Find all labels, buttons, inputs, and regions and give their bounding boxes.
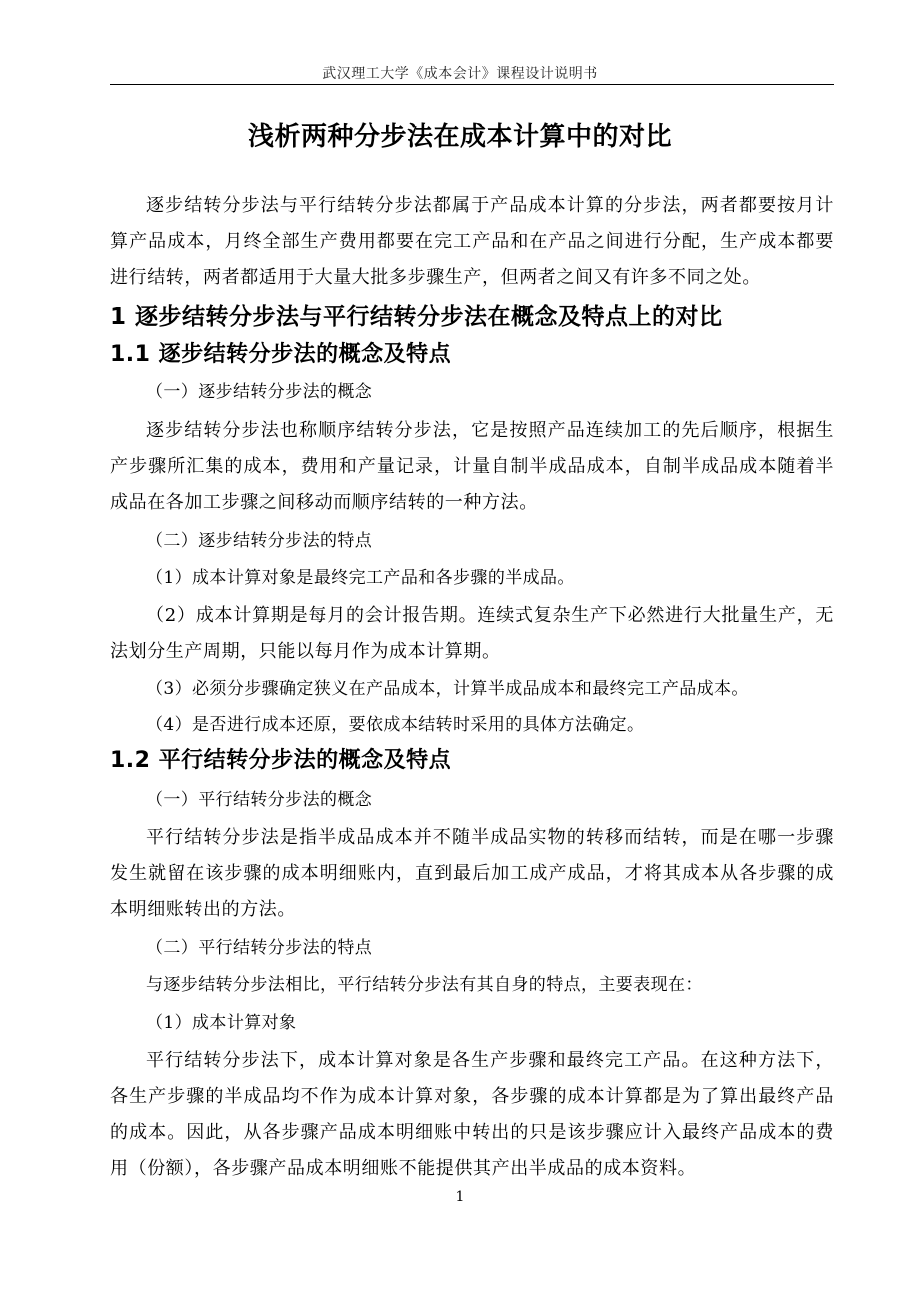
section-1-1-heading: 1.1 逐步结转分步法的概念及特点: [110, 342, 452, 367]
intro-paragraph: 逐步结转分步法与平行结转分步法都属于产品成本计算的分步法，两者都要按月计算产品成本，月终全部生产费用都要在完工产品和在产品之间进行分配，生产成本都要进行结转，两者都适用于大量大批多步骤生产，但两者之间又有许多不同之处。: [110, 195, 834, 288]
section-1-heading: 1 逐步结转分步法与平行结转分步法在概念及特点上的对比: [110, 304, 723, 330]
s11-feature-label: （二）逐步结转分步法的特点: [146, 531, 373, 551]
s11-feature-4: （4）是否进行成本还原，要依成本结转时采用的具体方法确定。: [146, 715, 645, 735]
header-rule: [110, 84, 834, 85]
s11-feature-3: （3）必须分步骤确定狭义在产品成本，计算半成品成本和最终完工产品成本。: [146, 679, 749, 699]
running-header: 武汉理工大学《成本会计》课程设计说明书: [322, 66, 598, 82]
section-1-2-heading: 1.2 平行结转分步法的概念及特点: [110, 748, 452, 773]
s11-feature-2: （2）成本计算期是每月的会计报告期。连续式复杂生产下必然进行大批量生产，无法划分生产周期，只能以每月作为成本计算期。: [110, 605, 834, 662]
s11-concept-paragraph: 逐步结转分步法也称顺序结转分步法，它是按照产品连续加工的先后顺序，根据生产步骤所汇集的成本，费用和产量记录，计量自制半成品成本，自制半成品成本随着半成品在各加工步骤之间移动而顺序结转的一种方法。: [110, 420, 834, 513]
s12-concept-label: （一）平行结转分步法的概念: [146, 790, 373, 810]
s12-concept-paragraph: 平行结转分步法是指半成品成本并不随半成品实物的转移而结转，而是在哪一步骤发生就留在该步骤的成本明细账内，直到最后加工成产成品，才将其成本从各步骤的成本明细账转出的方法。: [110, 827, 834, 920]
s11-feature-1: （1）成本计算对象是最终完工产品和各步骤的半成品。: [146, 568, 575, 588]
s11-concept-label: （一）逐步结转分步法的概念: [146, 382, 373, 402]
s12-feature-1-paragraph: 平行结转分步法下，成本计算对象是各生产步骤和最终完工产品。在这种方法下，各生产步骤的半成品均不作为成本计算对象，各步骤的成本计算都是为了算出最终产品的成本。因此，从各步骤产品成本明细账中转出的只是该步骤应计入最终产品成本的费用（份额），各步骤产品成本明细账不能提供其产出半成品的成本资料。: [110, 1050, 834, 1179]
s12-feature-intro: 与逐步结转分步法相比，平行结转分步法有其自身的特点，主要表现在：: [146, 975, 703, 995]
s12-feature-label: （二）平行结转分步法的特点: [146, 938, 373, 958]
document-title: 浅析两种分步法在成本计算中的对比: [247, 122, 672, 152]
s12-feature-1-label: （1）成本计算对象: [146, 1013, 297, 1033]
page-number: 1: [455, 1189, 465, 1205]
